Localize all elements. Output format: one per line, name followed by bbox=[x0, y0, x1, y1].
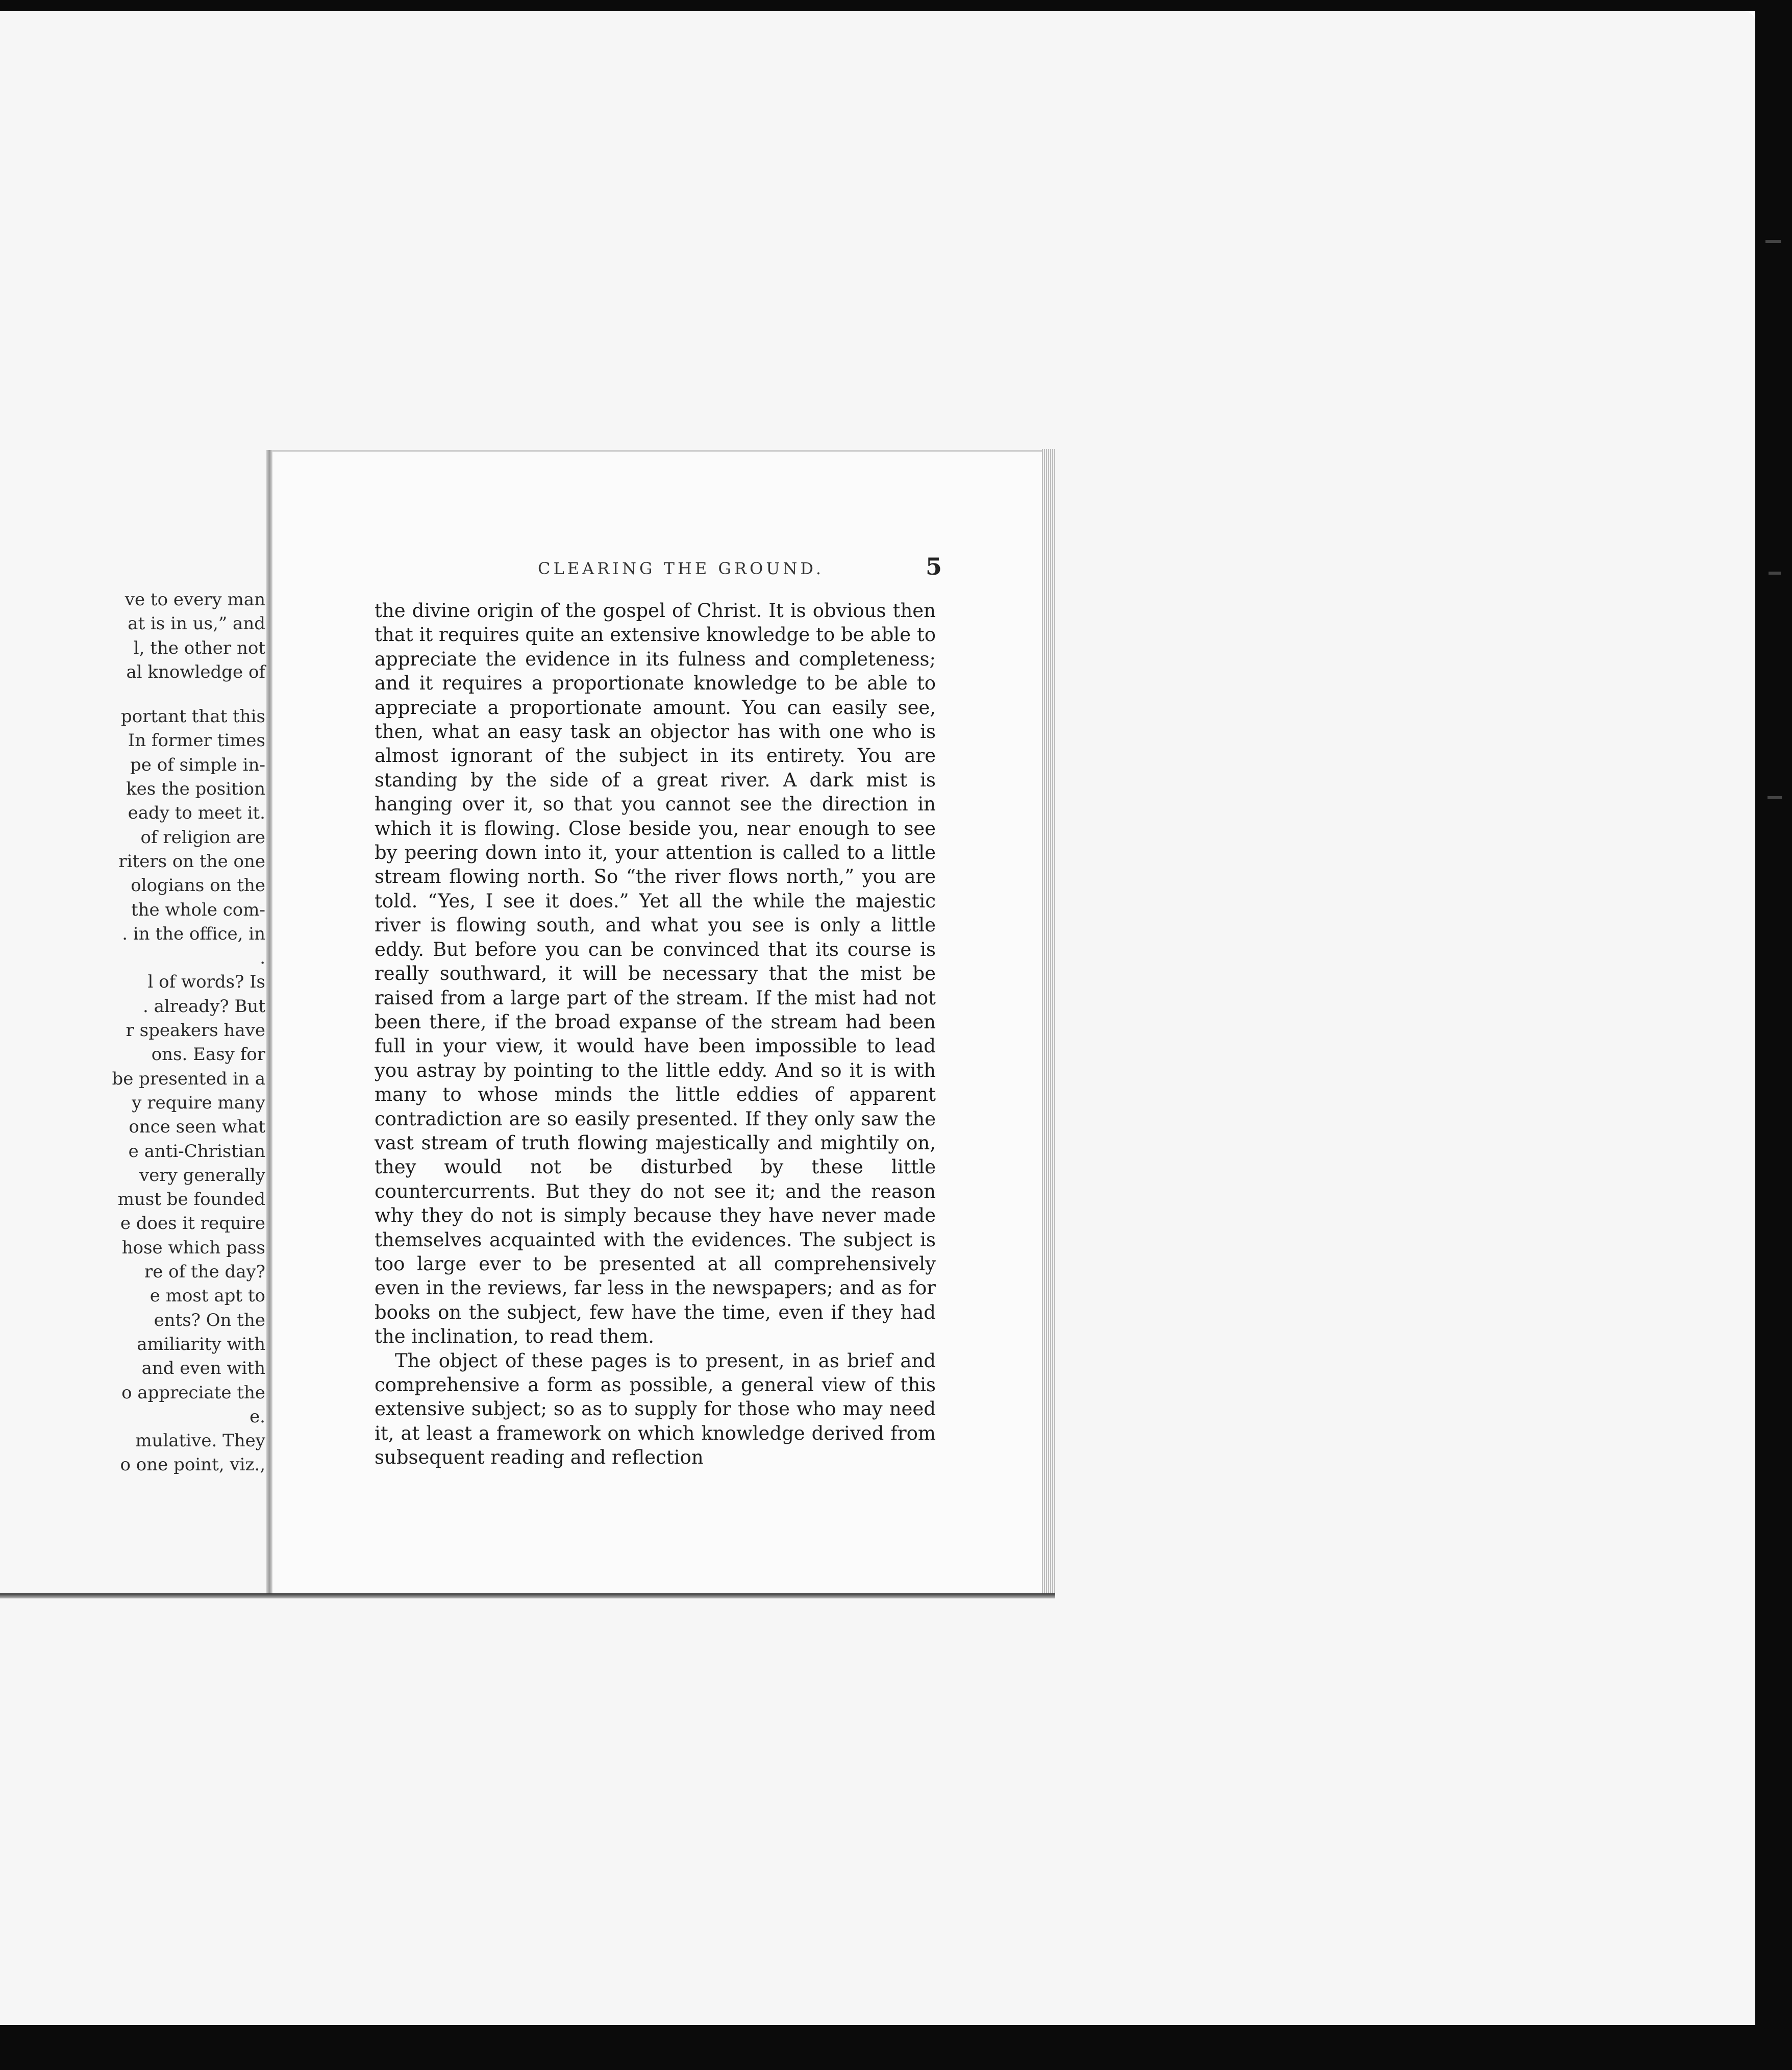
left-page-line: ve to every man bbox=[125, 589, 265, 610]
left-page-line: and even with bbox=[141, 1358, 265, 1379]
left-page-line: kes the position bbox=[126, 779, 265, 800]
left-page-line: l of words? Is bbox=[147, 972, 265, 993]
left-page-line: r speakers have bbox=[126, 1020, 265, 1041]
left-page-line: pe of simple in- bbox=[130, 754, 265, 775]
left-page-line: ents? On the bbox=[154, 1310, 265, 1330]
body-text bbox=[375, 599, 936, 1470]
left-page-line: must be founded bbox=[117, 1189, 265, 1210]
left-page-line: the whole com- bbox=[131, 899, 265, 920]
left-page-line: al knowledge of bbox=[126, 661, 265, 682]
left-page-line: In former times bbox=[128, 730, 265, 751]
left-page-line: ologians on the bbox=[131, 875, 265, 896]
scan-border-right bbox=[1755, 0, 1792, 2070]
left-page bbox=[0, 450, 270, 1595]
page-edge bbox=[1042, 449, 1055, 1594]
left-page-line: very generally bbox=[139, 1165, 265, 1186]
left-page-line: e does it require bbox=[120, 1213, 265, 1234]
scan-speck bbox=[1769, 572, 1781, 575]
left-page-line: hose which pass bbox=[121, 1237, 265, 1258]
left-page-line: e anti-Christian bbox=[128, 1141, 265, 1162]
left-page-line: ons. Easy for bbox=[151, 1044, 265, 1065]
left-page-line: o one point, viz., bbox=[120, 1455, 265, 1475]
scan-speck bbox=[1768, 796, 1782, 799]
left-page-line: of religion are bbox=[140, 827, 265, 848]
left-page-line: mulative. They bbox=[135, 1431, 265, 1451]
running-head: CLEARING THE GROUND. bbox=[538, 559, 824, 578]
scan-speck bbox=[1765, 240, 1781, 243]
left-page-line: . already? But bbox=[143, 996, 265, 1017]
paragraph: The object of these pages is to present, in as brief and comprehensive a form as possible, a general view of this extensive subject; so as to supply for those who may need it, at least a framework on which knowledge derived from subsequent reading and reflection bbox=[375, 1349, 936, 1469]
scan-border-top bbox=[0, 0, 1792, 11]
book-gutter bbox=[266, 450, 272, 1593]
scan-border-bottom bbox=[0, 2025, 1792, 2070]
left-page-line: portant that this bbox=[121, 706, 265, 727]
left-page-line bbox=[0, 684, 265, 705]
left-page-line: o appreciate the bbox=[121, 1382, 265, 1403]
left-page-line: l, the other not bbox=[133, 637, 265, 658]
right-page bbox=[272, 450, 1042, 1595]
book-bottom-edge bbox=[0, 1593, 1055, 1598]
left-page-line: eady to meet it. bbox=[128, 803, 265, 824]
left-page-line: amiliarity with bbox=[137, 1334, 265, 1354]
paragraph: the divine origin of the gospel of Christ. It is obvious then that it requires quite an extensive knowledge to be able to appreciate the evidence in its fulness and completeness; and it requires a proportionate knowledge to be able to appreciate a proportionate amount. You can easily see, then, what an easy task an objector has with one who is almost ignorant of the subject in its entirety. You are standing by the side of a great river. A dark mist is hanging over it, so that you cannot see the direction in which it is flowing. Close beside you, near enough to see by peering down into it, your attention is called to a little stream flowing north. So “the river flows north,” you are told. “Yes, I see it does.” Yet all the while the majestic river is flowing south, and what you see is only a little eddy. But before you can be convinced that its course is really southward, it will be necessary that the mist be raised from a large part of the stream. If the mist had not been there, if the broad expanse of the stream had been full in your view, it would have been impossible to lead you astray by pointing to the little eddy. And so it is with many to whose minds the little eddies of apparent contradiction are so easily presented. If they only saw the vast stream of truth flowing majestically and mightily on, they would not be disturbed by these little countercurrents. But they do not see it; and the reason why they do not is simply because they have never made themselves acquainted with the evidences. The subject is too large ever to be presented at all comprehensively even in the reviews, far less in the newspapers; and as for books on the subject, few have the time, even if they had the inclination, to read them. bbox=[375, 600, 936, 1348]
left-page-line: e most apt to bbox=[150, 1286, 265, 1307]
left-page-line: re of the day? bbox=[144, 1262, 265, 1283]
page-number: 5 bbox=[926, 553, 942, 580]
left-page-text bbox=[0, 588, 265, 1477]
left-page-line: once seen what bbox=[129, 1117, 265, 1138]
left-page-line: y require many bbox=[132, 1092, 265, 1113]
left-page-line: . bbox=[260, 948, 265, 969]
left-page-line: at is in us,” and bbox=[128, 613, 265, 634]
left-page-line: . in the office, in bbox=[122, 923, 265, 944]
left-page-line: be presented in a bbox=[112, 1068, 265, 1089]
left-page-line: e. bbox=[250, 1406, 265, 1427]
left-page-line: riters on the one bbox=[118, 851, 265, 872]
